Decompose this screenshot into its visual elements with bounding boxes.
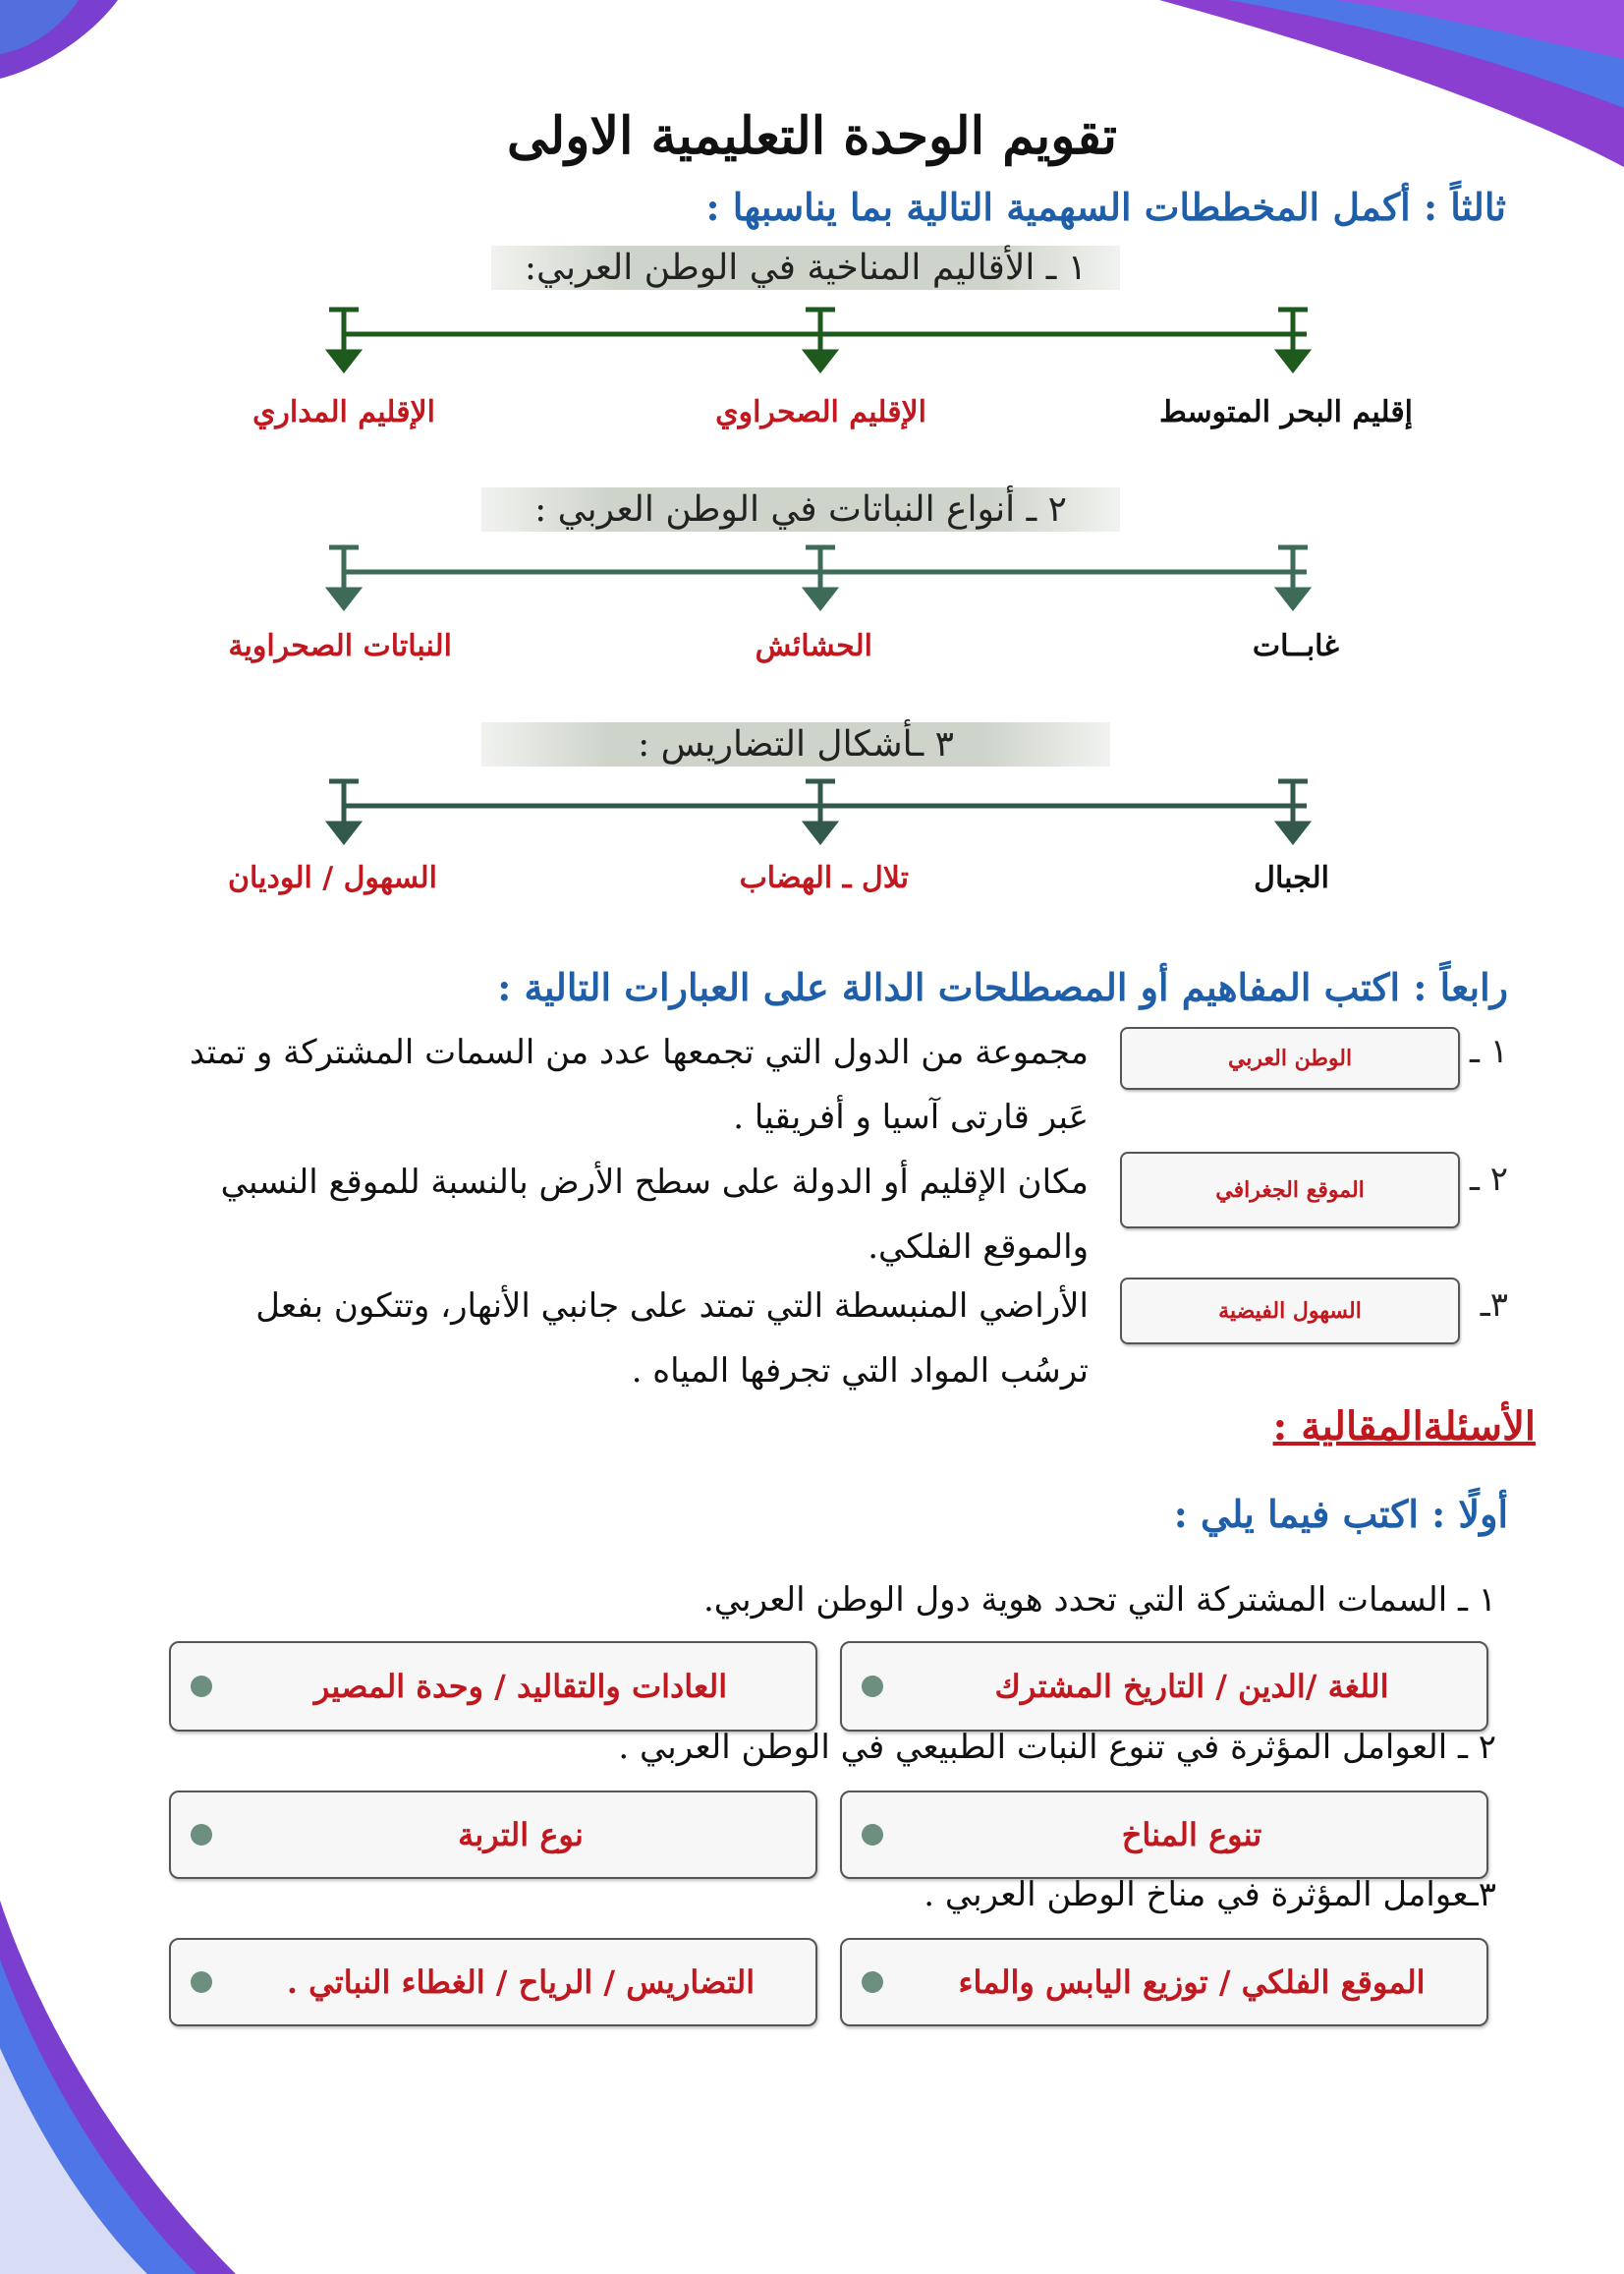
essay-answer-2b-text: نوع التربة bbox=[458, 1816, 584, 1853]
definition-3-line-1: الأراضي المنبسطة التي تمتد على جانبي الأنهار، وتتكون بفعل bbox=[255, 1286, 1089, 1326]
section4-heading: رابعاً : اكتب المفاهيم أو المصطلحات الدالة على العبارات التالية : bbox=[497, 965, 1508, 1009]
diagram1-subtitle: ١ ـ الأقاليم المناخية في الوطن العربي: bbox=[491, 246, 1120, 290]
bullet-icon bbox=[862, 1824, 883, 1846]
page-title: تقويم الوحدة التعليمية الاولى bbox=[507, 106, 1117, 166]
bullet-icon bbox=[862, 1676, 883, 1697]
essay-answer-1b-text: العادات والتقاليد / وحدة المصير bbox=[313, 1668, 728, 1705]
essay-question-3: ٣ـعوامل المؤثرة في مناخ الوطن العربي . bbox=[924, 1875, 1496, 1914]
diagram3-item-3: السهول / الوديان bbox=[227, 861, 437, 895]
diagram1-item-3: الإقليم المداري bbox=[252, 395, 435, 429]
diagram2-subtitle: ٢ ـ أنواع النباتات في الوطن العربي : bbox=[481, 487, 1120, 532]
essay-subheading: أولًا : اكتب فيما يلي : bbox=[1173, 1492, 1508, 1536]
diagram2-arrows bbox=[324, 542, 1316, 611]
essay-answer-3b-text: التضاريس / الرياح / الغطاء النباتي . bbox=[286, 1963, 756, 2001]
definition-1-line-1: مجموعة من الدول التي تجمعها عدد من السمات المشتركة و تمتد bbox=[189, 1033, 1089, 1072]
essay-answer-1b bbox=[169, 1641, 817, 1732]
bullet-icon bbox=[191, 1824, 212, 1846]
essay-answer-3a-text: الموقع الفلكي / توزيع اليابس والماء bbox=[958, 1963, 1426, 2001]
diagram1-arrows bbox=[324, 305, 1316, 373]
essay-answer-2b bbox=[169, 1791, 817, 1879]
definition-1-text bbox=[185, 1020, 1089, 1150]
corner-decoration-top bbox=[0, 0, 1624, 197]
definition-2-line-2: والموقع الفلكي. bbox=[868, 1227, 1089, 1267]
definition-1-line-2: عَبر قارتى آسيا و أفريقيا . bbox=[733, 1098, 1089, 1137]
diagram1-item-2: الإقليم الصحراوي bbox=[715, 395, 926, 429]
diagram2-item-1: غابــات bbox=[1252, 629, 1339, 663]
diagram2-item-3: النباتات الصحراوية bbox=[228, 629, 452, 663]
diagram1-item-1: إقليم البحر المتوسط bbox=[1159, 395, 1413, 429]
definition-1-term-box: الوطن العربي bbox=[1120, 1027, 1460, 1090]
definition-1-number: ١ ـ bbox=[1469, 1032, 1508, 1071]
essay-answer-2a-text: تنوع المناخ bbox=[1121, 1816, 1262, 1853]
section3-heading: ثالثاً : أكمل المخططات السهمية التالية بما يناسبها : bbox=[705, 185, 1506, 229]
essay-answer-3b bbox=[169, 1938, 817, 2026]
diagram3-arrows bbox=[324, 776, 1316, 845]
diagram3-item-1: الجبال bbox=[1254, 861, 1329, 895]
bullet-icon bbox=[862, 1971, 883, 1993]
essay-answer-1a-text: اللغة /الدين / التاريخ المشترك bbox=[994, 1668, 1389, 1705]
essay-answer-2a bbox=[840, 1791, 1488, 1879]
bullet-icon bbox=[191, 1971, 212, 1993]
diagram3-item-2: تلال ـ الهضاب bbox=[739, 861, 909, 895]
bullet-icon bbox=[191, 1676, 212, 1697]
essay-question-1: ١ ـ السمات المشتركة التي تحدد هوية دول الوطن العربي. bbox=[702, 1580, 1496, 1620]
definition-3-number: ٣ـ bbox=[1480, 1285, 1508, 1325]
diagram3-subtitle: ٣ ـأشكال التضاريس : bbox=[481, 722, 1110, 767]
definition-2-text bbox=[185, 1150, 1089, 1279]
definition-3-text bbox=[185, 1274, 1089, 1403]
definition-3-term-box: السهول الفيضية bbox=[1120, 1278, 1460, 1344]
diagram2-item-2: الحشائش bbox=[755, 629, 872, 663]
definition-2-number: ٢ ـ bbox=[1469, 1160, 1508, 1199]
essay-answer-1a bbox=[840, 1641, 1488, 1732]
essay-question-2: ٢ ـ العوامل المؤثرة في تنوع النبات الطبيعي في الوطن العربي . bbox=[618, 1728, 1496, 1767]
definition-3-line-2: ترسُب المواد التي تجرفها المياه . bbox=[631, 1351, 1089, 1391]
essay-answer-3a bbox=[840, 1938, 1488, 2026]
definition-2-term-box: الموقع الجغرافي bbox=[1120, 1152, 1460, 1228]
definition-2-line-1: مكان الإقليم أو الدولة على سطح الأرض بالنسبة للموقع النسبي bbox=[220, 1163, 1089, 1202]
essay-heading: الأسئلةالمقالية : bbox=[1272, 1403, 1536, 1450]
